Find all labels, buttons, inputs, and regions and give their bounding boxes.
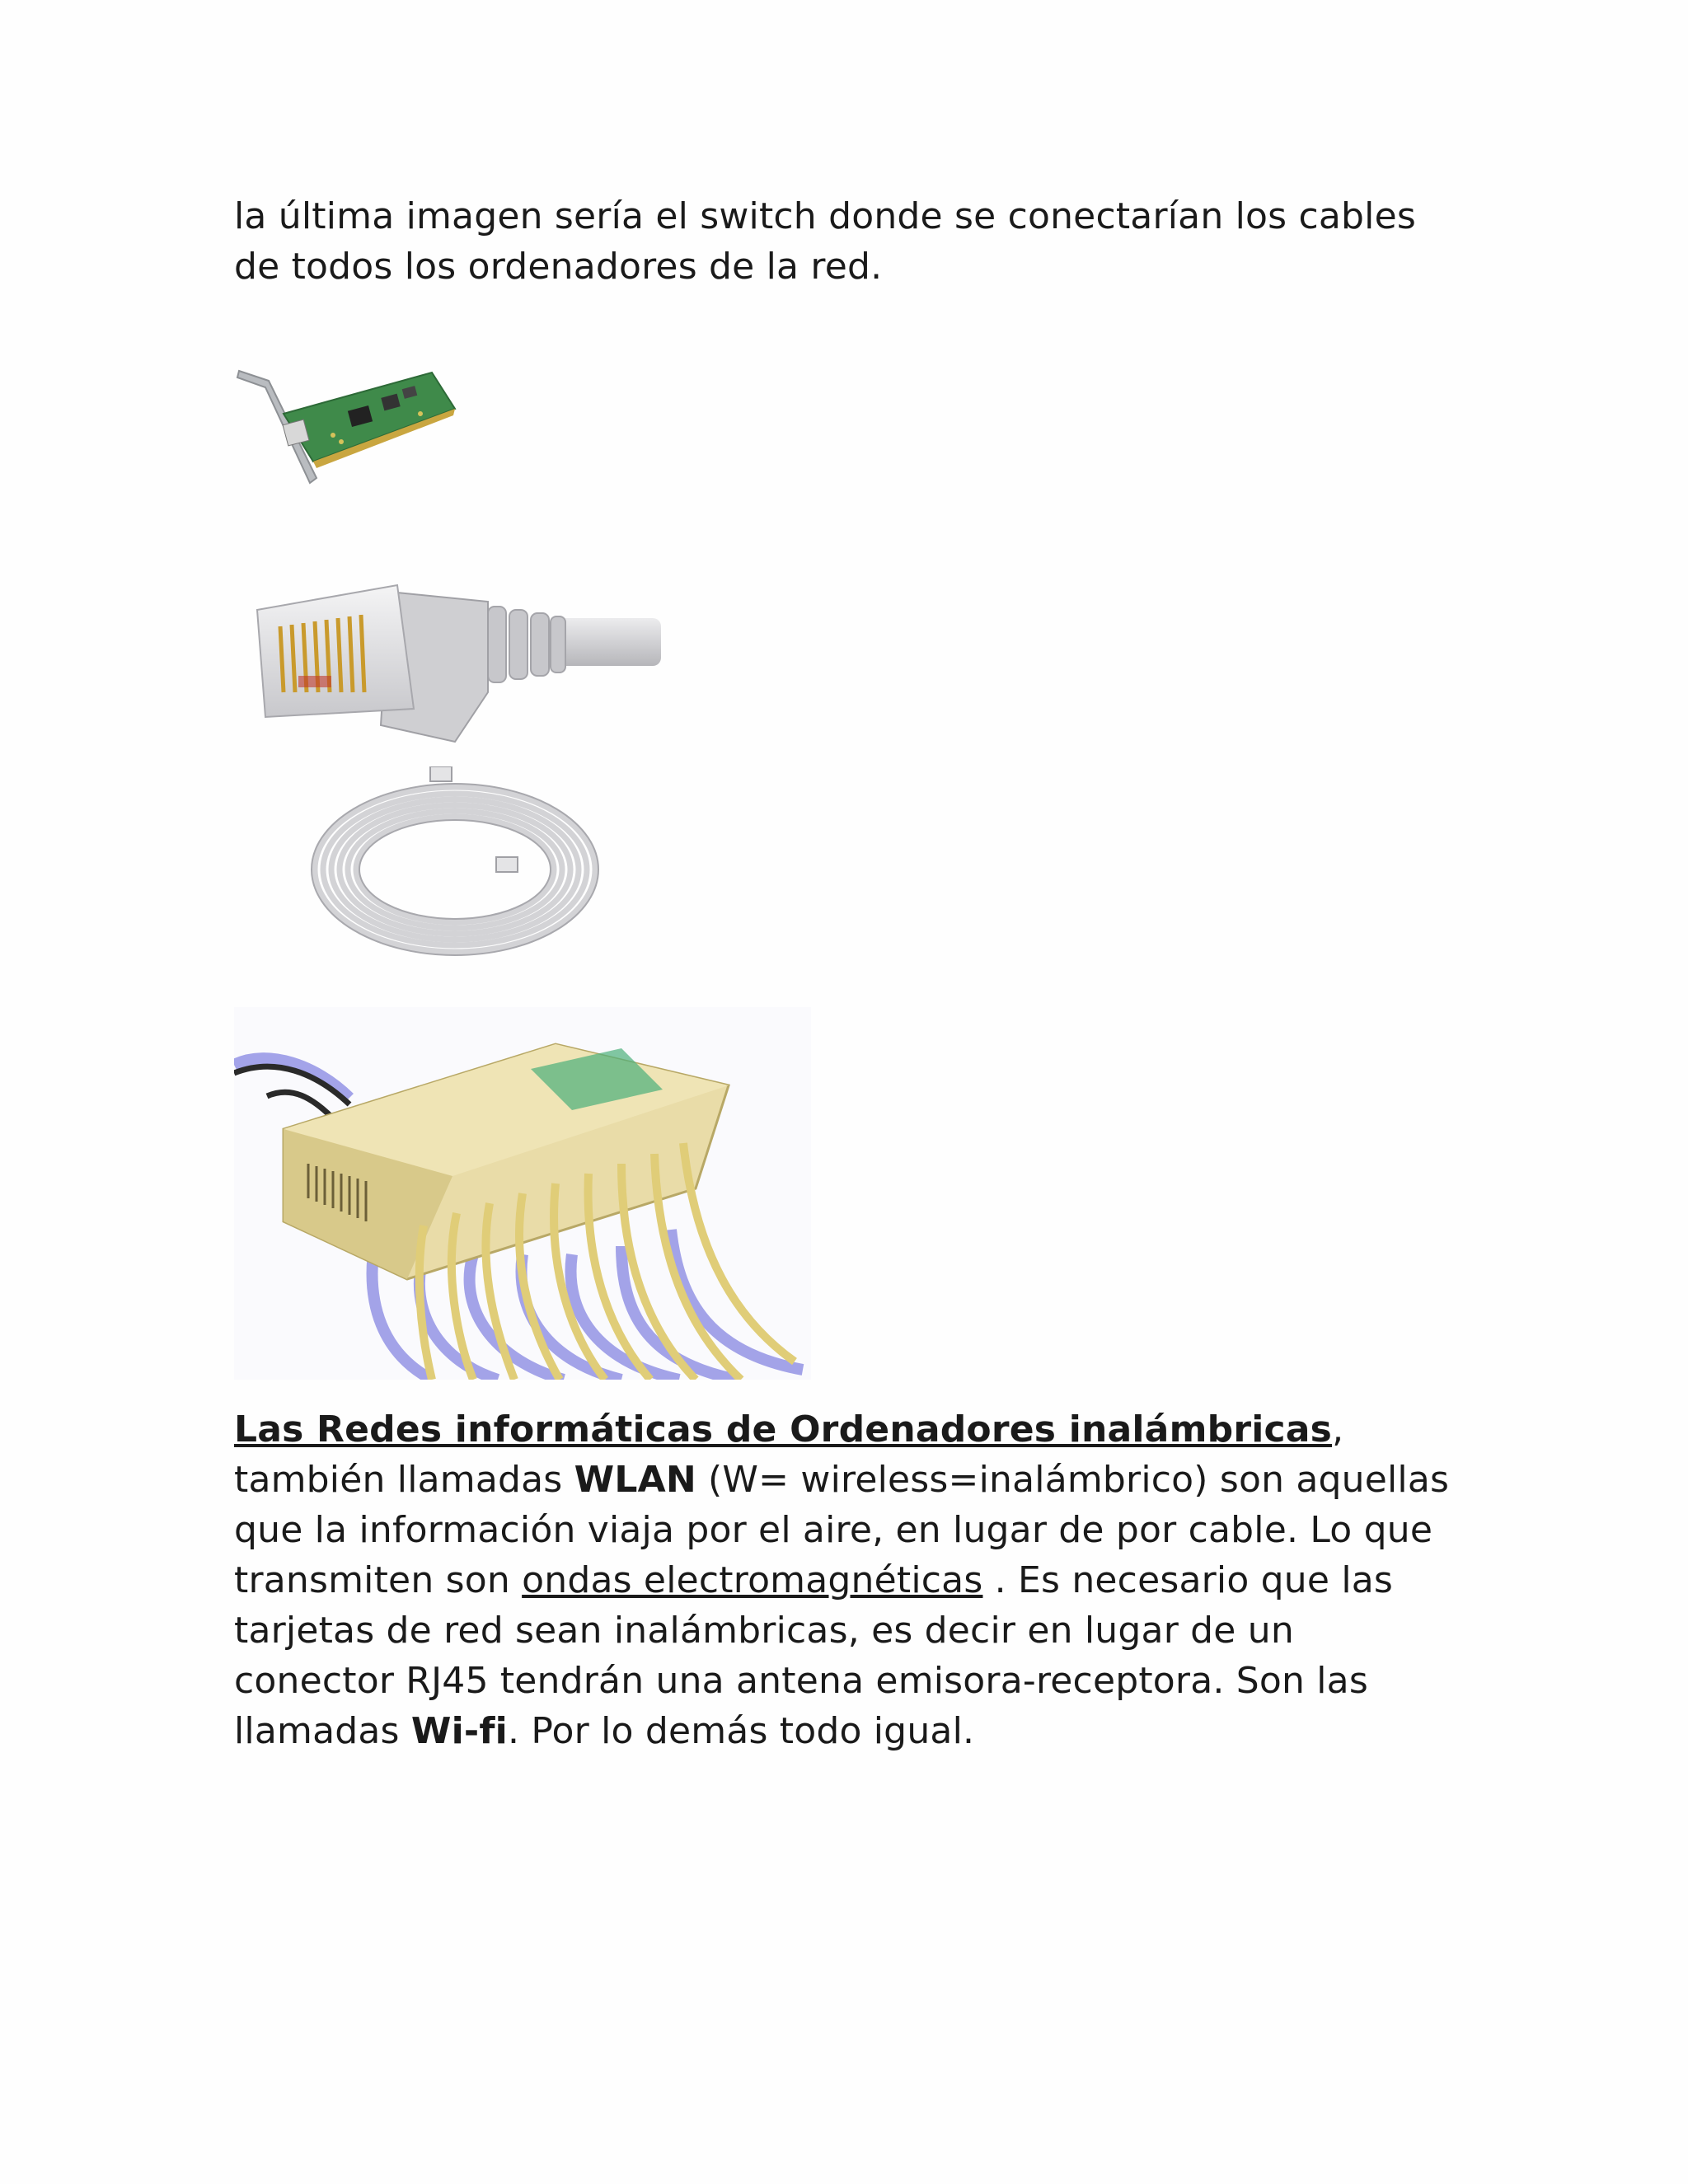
intro-paragraph [234, 191, 1454, 292]
wlan-term: WLAN [574, 1459, 696, 1501]
wlan-text-4: . Por lo demás todo igual. [507, 1710, 975, 1752]
network-switch-image [234, 1007, 811, 1380]
wifi-term: Wi-fi [410, 1710, 508, 1752]
intro-text: la última imagen sería el switch donde se conectarían los cables de todos los ordenadores de la red. [234, 195, 1416, 288]
network-card-image [234, 363, 457, 486]
wlan-heading-link[interactable]: Las Redes informáticas de Ordenadores inalámbricas [234, 1408, 1333, 1451]
rj45-connector-image [241, 569, 661, 750]
wlan-text-2: (W= wireless=inalámbrico) son aquellas que la información viaja por el aire, en lugar de por cable. Lo que transmiten son [234, 1459, 1450, 1601]
wlan-heading-comma: , [1332, 1408, 1344, 1451]
wlan-text-1: también llamadas [234, 1459, 574, 1501]
cable-coil-image [307, 766, 603, 964]
wlan-paragraph [234, 1404, 1454, 1756]
wlan-text-3: . Es necesario que las tarjetas de red sean inalámbricas, es decir en lugar de un conector RJ45 tendrán una antena emisora-receptora. Son las llamadas [234, 1559, 1394, 1752]
electromagnetic-waves-link[interactable]: ondas electromagnéticas [522, 1559, 983, 1601]
